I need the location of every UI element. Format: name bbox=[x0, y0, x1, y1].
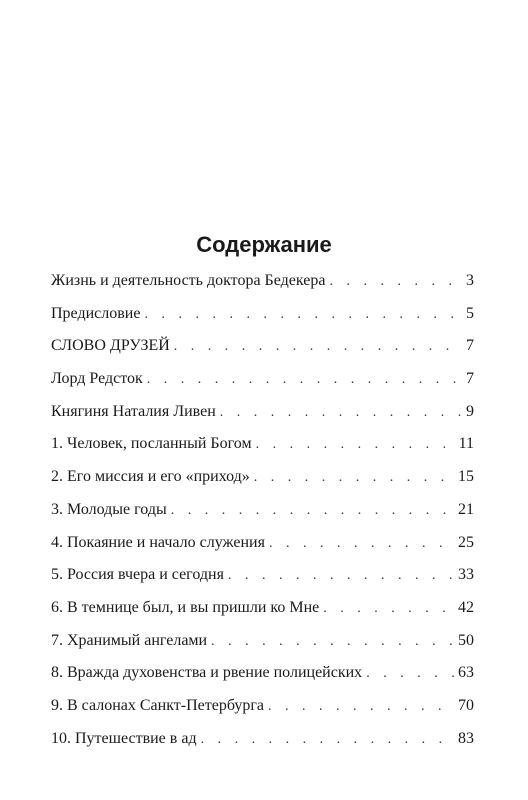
dot-leader bbox=[201, 724, 455, 756]
dot-leader bbox=[171, 495, 455, 527]
toc-entry-page: 70 bbox=[458, 696, 474, 714]
dot-leader bbox=[329, 266, 463, 298]
toc-entry-page: 42 bbox=[458, 598, 474, 616]
toc-entry bbox=[51, 428, 474, 461]
dot-leader bbox=[254, 462, 455, 494]
toc-entry-title: 10. Путешествие в ад bbox=[51, 729, 197, 747]
toc-entry bbox=[51, 657, 474, 690]
toc-entry-page: 21 bbox=[458, 500, 474, 518]
dot-leader bbox=[228, 560, 455, 592]
toc-entry-title: 2. Его миссия и его «приход» bbox=[51, 468, 250, 486]
toc-entry-title: 4. Покаяние и начало служения bbox=[51, 533, 265, 551]
toc-entry-title: Лорд Редсток bbox=[51, 370, 143, 388]
dot-leader bbox=[174, 331, 463, 363]
toc-entry-page: 63 bbox=[458, 664, 474, 682]
toc-entry bbox=[51, 527, 474, 560]
toc-entry bbox=[51, 559, 474, 592]
dot-leader bbox=[256, 429, 456, 461]
toc-entry bbox=[51, 592, 474, 625]
toc-entry-page: 50 bbox=[458, 631, 474, 649]
toc-entry-page: 3 bbox=[466, 272, 474, 289]
toc-entry bbox=[51, 723, 474, 756]
toc-entry-page: 83 bbox=[458, 729, 474, 747]
dot-leader bbox=[211, 626, 455, 658]
toc-entry bbox=[51, 461, 474, 494]
toc-entry bbox=[51, 298, 474, 331]
dot-leader bbox=[366, 658, 455, 690]
toc-entry bbox=[51, 494, 474, 527]
toc-entry bbox=[51, 625, 474, 658]
toc-entry-page: 11 bbox=[458, 435, 474, 453]
dot-leader bbox=[323, 593, 455, 625]
toc-entry-title: Жизнь и деятельность доктора Бедекера bbox=[51, 272, 326, 289]
toc-entry-page: 25 bbox=[458, 533, 474, 551]
toc-entry-page: 33 bbox=[458, 566, 474, 584]
toc-entry-page: 9 bbox=[466, 402, 474, 420]
dot-leader bbox=[220, 397, 463, 429]
toc-entry-page: 15 bbox=[458, 468, 474, 486]
toc-entry-title: Предисловие bbox=[51, 304, 141, 322]
page-title: Содержание bbox=[196, 232, 332, 257]
toc-entry-title: 6. В темнице был, и вы пришли ко Мне bbox=[51, 598, 320, 616]
toc-entry-title: Княгиня Наталия Ливен bbox=[51, 402, 216, 420]
toc-entry bbox=[51, 396, 474, 429]
toc-entry-title: 9. В салонах Санкт-Петербурга bbox=[51, 696, 265, 714]
toc-entry-title: 8. Вражда духовенства и рвение полицейских bbox=[51, 664, 363, 682]
toc-entry-title: 3. Молодые годы bbox=[51, 500, 167, 518]
toc-entry-title: 7. Хранимый ангелами bbox=[51, 631, 208, 649]
dot-leader bbox=[269, 528, 455, 560]
table-of-contents bbox=[51, 265, 474, 755]
toc-entry bbox=[51, 363, 474, 396]
toc-entry-page: 7 bbox=[466, 337, 474, 355]
dot-leader bbox=[144, 299, 463, 331]
dot-leader bbox=[147, 364, 463, 396]
toc-entry-page: 5 bbox=[466, 304, 474, 322]
toc-entry-title: 5. Россия вчера и сегодня bbox=[51, 566, 224, 584]
toc-entry-title: СЛОВО ДРУЗЕЙ bbox=[51, 337, 170, 355]
toc-entry bbox=[51, 690, 474, 723]
toc-entry-title: 1. Человек, посланный Богом bbox=[51, 435, 252, 453]
toc-entry bbox=[51, 330, 474, 363]
toc-entry-page: 7 bbox=[466, 370, 474, 388]
toc-entry bbox=[51, 265, 474, 298]
dot-leader bbox=[268, 691, 455, 723]
